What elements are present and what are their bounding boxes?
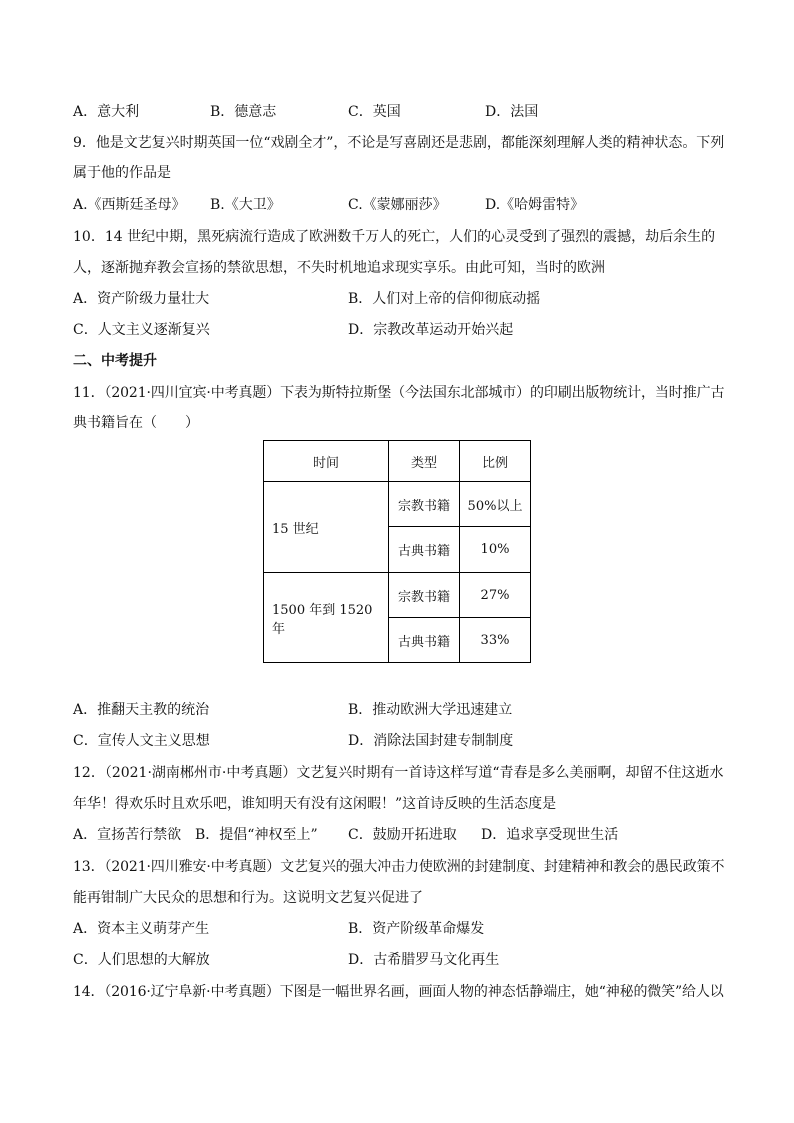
q13-stem-line2: 能再钳制广大民众的思想和行为。这说明文艺复兴促进了 [73,890,423,906]
table-type-cell: 宗教书籍 [389,573,460,618]
q12-option-a: A．宣扬苦行禁欲 [73,827,182,843]
table-row [264,573,531,618]
q10-option-d: D．宗教改革运动开始兴起 [348,322,514,338]
q8-option-a: A．意大利 [73,104,140,120]
q11-option-a: A．推翻天主教的统治 [73,702,210,718]
q12-option-d: D．追求享受现世生活 [481,827,619,843]
q11-option-b: B．推动欧洲大学迅速建立 [348,702,513,718]
q10-option-b: B．人们对上帝的信仰彻底动摇 [348,291,541,307]
table-ratio-cell: 27% [460,573,531,618]
table-ratio-cell: 10% [460,527,531,573]
q9-option-b: B.《大卫》 [210,197,281,213]
q12-stem-line2: 年华！得欢乐时且欢乐吧，谁知明天有没有这闲暇！”这首诗反映的生活态度是 [73,796,557,812]
table-header-ratio: 比例 [460,441,531,482]
table-header-time: 时间 [264,441,389,482]
q10-option-a: A．资产阶级力量壮大 [73,291,210,307]
q13-option-d: D．古希腊罗马文化再生 [348,952,500,968]
q10-stem-line1: 10．14 世纪中期，黑死病流行造成了欧洲数千万人的死亡，人们的心灵受到了强烈的震撼，劫后余生的 [73,229,716,245]
q13-option-b: B．资产阶级革命爆发 [348,921,485,937]
q8-option-b: B．德意志 [210,104,277,120]
q9-option-d: D.《哈姆雷特》 [485,197,585,213]
q13-option-c: C．人们思想的大解放 [73,952,210,968]
q12-stem-line1: 12．（2021·湖南郴州市·中考真题）文艺复兴时期有一首诗这样写道“青春是多么美丽啊，却留不住这逝水 [73,765,724,781]
q8-option-c: C．英国 [348,104,401,120]
q14-stem-line1: 14．（2016·辽宁阜新·中考真题）下图是一幅世界名画，画面人物的神态恬静端庄，她“神秘的微笑”给人以 [73,984,724,1000]
q9-stem-line2: 属于他的作品是 [73,165,171,181]
q12-option-c: C．鼓励开拓进取 [348,827,457,843]
table-row [264,482,531,527]
q9-option-a: A.《西斯廷圣母》 [73,197,186,213]
q11-option-c: C．宣传人文主义思想 [73,733,210,749]
q13-option-a: A．资本主义萌芽产生 [73,921,210,937]
q10-stem-line2: 人，逐渐抛弃教会宣扬的禁欲思想，不失时机地追求现实享乐。由此可知，当时的欧洲 [73,260,605,276]
q11-option-d: D．消除法国封建专制制度 [348,733,514,749]
q10-option-c: C．人文主义逐渐复兴 [73,322,210,338]
q9-option-c: C.《蒙娜丽莎》 [348,197,447,213]
q11-stem-line2: 典书籍旨在（ ） [73,415,199,431]
table-ratio-cell: 50%以上 [460,482,531,527]
q13-stem-line1: 13．（2021·四川雅安·中考真题）文艺复兴的强大冲击力使欧洲的封建制度、封建精神和教会的愚民政策不 [73,859,725,875]
print-statistics-table [263,440,531,663]
q11-stem-line1: 11．（2021·四川宜宾·中考真题）下表为斯特拉斯堡（今法国东北部城市）的印刷出版物统计，当时推广古 [73,385,725,401]
table-type-cell: 古典书籍 [389,618,460,663]
table-type-cell: 宗教书籍 [389,482,460,527]
q12-option-b: B．提倡“神权至上” [195,827,318,843]
table-ratio-cell: 33% [460,618,531,663]
table-period-cell: 1500 年到 1520 年 [264,573,389,663]
section-heading: 二、中考提升 [73,353,157,369]
q9-stem-line1: 9．他是文艺复兴时期英国一位“戏剧全才”，不论是写喜剧还是悲剧，都能深刻理解人类的精神状态。下列 [73,135,725,151]
table-period-cell: 15 世纪 [264,482,389,573]
table-type-cell: 古典书籍 [389,527,460,573]
table-header-type: 类型 [389,441,460,482]
q8-option-d: D．法国 [485,104,539,120]
table-header-row [264,441,531,482]
